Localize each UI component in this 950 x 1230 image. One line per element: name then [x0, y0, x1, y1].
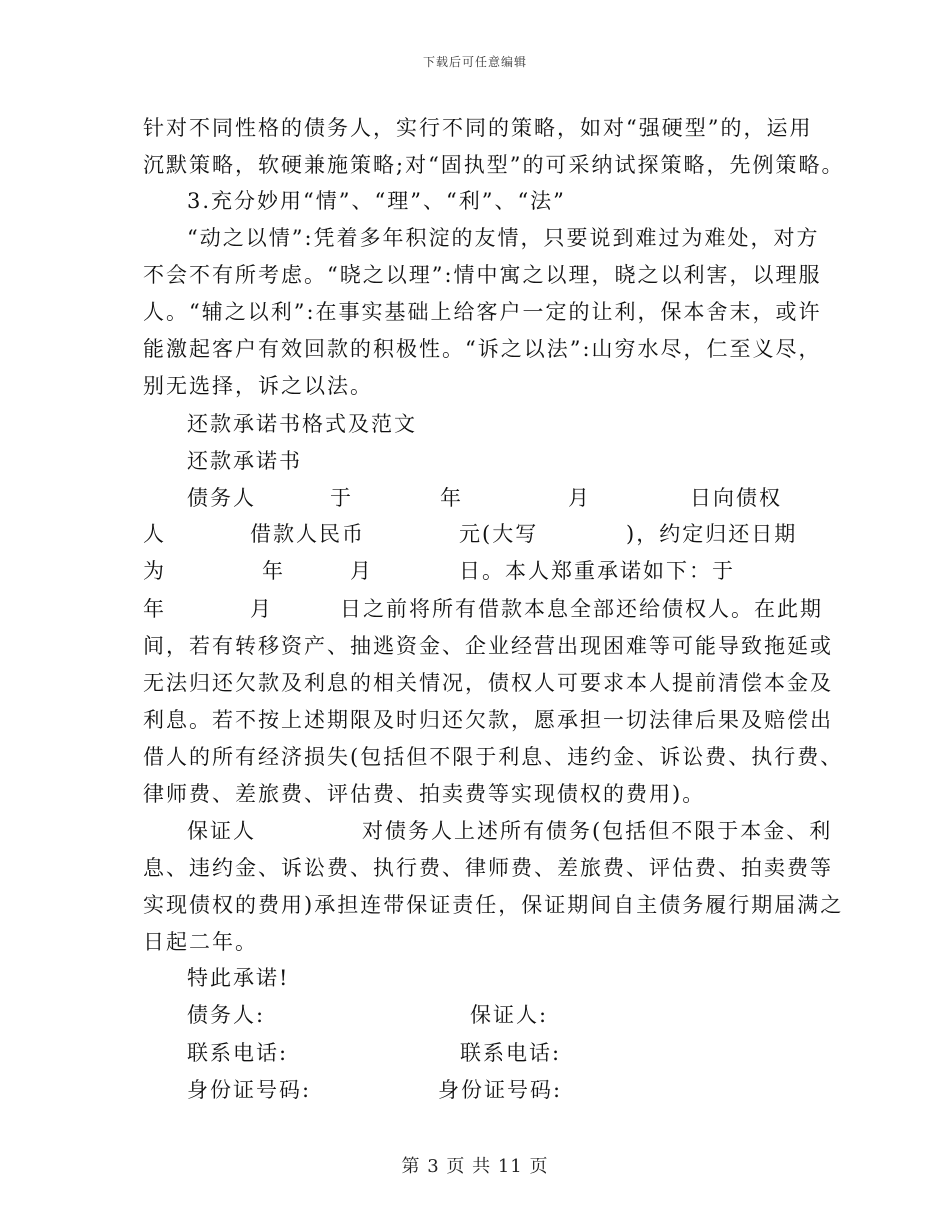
closing-line: 特此承诺!	[187, 966, 290, 990]
section-title: 还款承诺书格式及范文	[187, 412, 417, 436]
document-title: 还款承诺书	[187, 449, 302, 473]
yuan-label: 元(大写	[459, 522, 539, 546]
guarantor-label: 保证人	[187, 819, 256, 843]
text-line: 实现债权的费用)承担连带保证责任，保证期间自主债务履行期届满之	[143, 893, 844, 917]
text-line: 借人的所有经济损失(包括但不限于利息、违约金、诉讼费、执行费、	[143, 745, 844, 769]
text-line: “动之以情”:凭着多年积淀的友情，只要说到难过为难处，对方	[187, 226, 820, 250]
debtor-phone-label: 联系电话:	[187, 1041, 289, 1065]
month-label: 月	[568, 486, 591, 510]
text-line: 不会不有所考虑。“晓之以理”:情中寓之以理，晓之以利害，以理服	[143, 263, 822, 287]
text-line: 律师费、差旅费、评估费、拍卖费等实现债权的费用)。	[143, 782, 706, 806]
guarantor-signature-label: 保证人:	[470, 1003, 549, 1027]
signature-row	[0, 1075, 950, 1105]
text-line: 息、违约金、诉讼费、执行费、律师费、差旅费、评估费、拍卖费等	[143, 856, 833, 880]
debtor-signature-label: 债务人:	[187, 1003, 266, 1027]
form-line	[0, 816, 950, 846]
signature-row	[0, 1000, 950, 1030]
form-line	[0, 483, 950, 513]
text-line: 利息。若不按上述期限及时归还欠款，愿承担一切法律后果及赔偿出	[143, 708, 833, 732]
on-label: 于	[330, 486, 353, 510]
text-line: 间，若有转移资产、抽逃资金、企业经营出现困难等可能导致拖延或	[143, 634, 833, 658]
month-label: 月	[250, 597, 273, 621]
year-label: 年	[440, 486, 463, 510]
year-label: 年	[262, 559, 285, 583]
text-line: 别无选择，诉之以法。	[143, 374, 373, 398]
person-label: 人	[143, 522, 166, 546]
agreed-label: )，约定归还日期	[626, 522, 798, 546]
text-line: 人。“辅之以利”:在事实基础上给客户一定的让利，保本舍末，或许	[143, 300, 822, 324]
text-line: 针对不同性格的债务人，实行不同的策略，如对“强硬型”的，运用	[143, 116, 813, 140]
debtor-id-label: 身份证号码:	[187, 1078, 312, 1102]
text-line: 3.充分妙用“情”、“理”、“利”、“法”	[187, 189, 566, 213]
year-label: 年	[143, 597, 166, 621]
debtor-label: 债务人	[187, 486, 256, 510]
text-segment: 日之前将所有借款本息全部还给债权人。在此期	[340, 597, 823, 621]
text-line: 能激起客户有效回款的积极性。“诉之以法”:山穷水尽，仁至义尽，	[143, 337, 822, 361]
guarantor-phone-label: 联系电话:	[460, 1041, 562, 1065]
borrow-label: 借款人民币	[250, 522, 365, 546]
form-line	[0, 519, 950, 549]
form-line	[0, 594, 950, 624]
signature-row	[0, 1038, 950, 1068]
text-segment: 对债务人上述所有债务(包括但不限于本金、利	[362, 819, 833, 843]
page-footer: 第 3 页 共 11 页	[401, 1156, 549, 1177]
day-label: 日。本人郑重承诺如下：于	[459, 559, 735, 583]
guarantor-id-label: 身份证号码:	[438, 1078, 563, 1102]
text-line: 沉默策略，软硬兼施策略;对“固执型”的可采纳试探策略，先例策略。	[143, 153, 845, 177]
text-line: 日起二年。	[143, 930, 258, 954]
as-label: 为	[143, 559, 166, 583]
text-line: 无法归还欠款及利息的相关情况，债权人可要求本人提前清偿本金及	[143, 671, 833, 695]
month-label: 月	[350, 559, 373, 583]
page-header: 下载后可任意编辑	[422, 55, 527, 69]
form-line	[0, 556, 950, 586]
day-label: 日向债权	[690, 486, 782, 510]
